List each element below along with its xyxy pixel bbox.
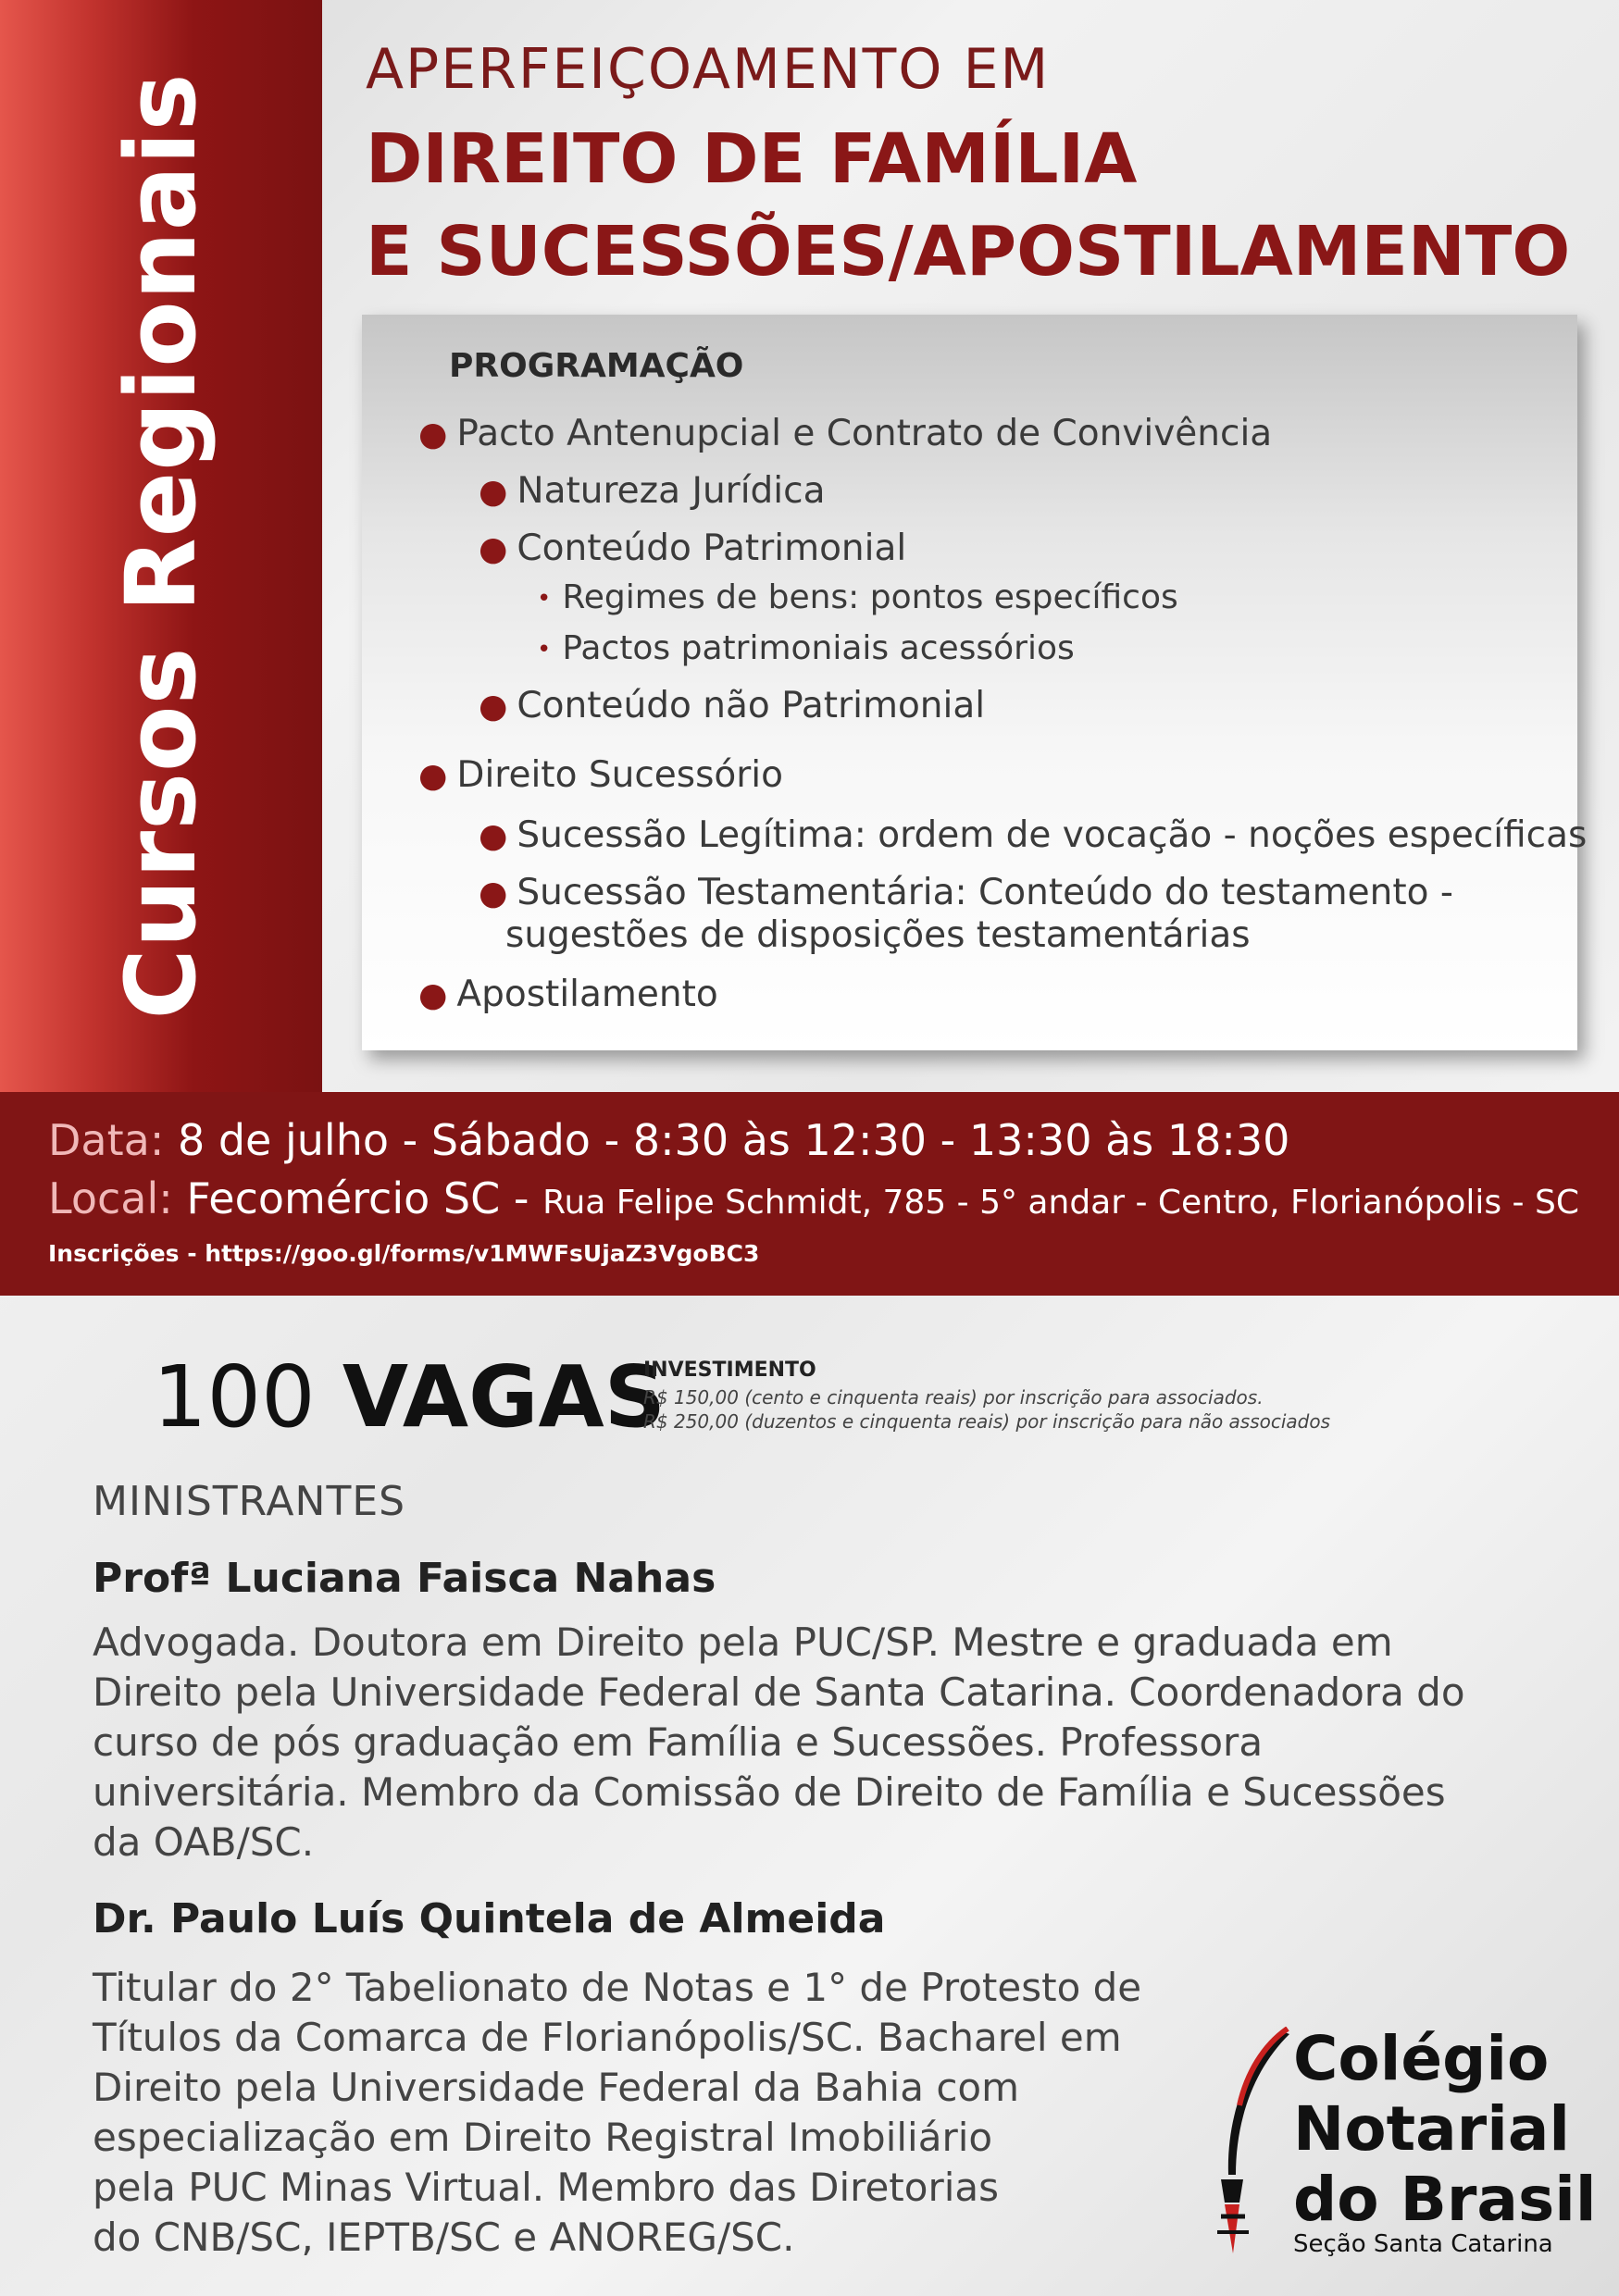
registration-link[interactable]: Inscrições - https://goo.gl/forms/v1MWFsUjaZ3VgoBC3 bbox=[48, 1240, 760, 1267]
bullet-icon: ● bbox=[418, 757, 448, 795]
investimento-line: R$ 250,00 (duzentos e cinquenta reais) por inscrição para não associados bbox=[643, 1410, 1331, 1433]
bullet-icon: ● bbox=[418, 416, 448, 453]
side-title: Cursos Regionais bbox=[105, 72, 218, 1020]
program-item: ● Conteúdo Patrimonial bbox=[479, 527, 907, 569]
program-item-continuation: sugestões de disposições testamentárias bbox=[505, 914, 1251, 956]
program-item: ● Sucessão Legítima: ordem de vocação - noções específicas bbox=[479, 814, 1588, 856]
quill-pen-icon bbox=[1208, 2027, 1291, 2267]
speaker-name: Profª Luciana Faisca Nahas bbox=[93, 1555, 716, 1602]
bullet-icon: • bbox=[537, 585, 552, 613]
program-item: ● Apostilamento bbox=[418, 974, 718, 1015]
bullet-icon: ● bbox=[479, 473, 508, 511]
speaker-name: Dr. Paulo Luís Quintela de Almeida bbox=[93, 1895, 886, 1942]
bullet-icon: ● bbox=[479, 530, 508, 568]
speaker-bio: Titular do 2° Tabelionato de Notas e 1° de Protesto de Títulos da Comarca de Florianópolis/SC. Bacharel em Direito pela Universidade Federal da Bahia com especialização em Direito Registral Imobiliário pela PUC Minas Virtual. Membro das Diretorias do CNB/SC, IEPTB/SC e ANOREG/SC. bbox=[93, 1965, 1142, 2260]
logo-subtitle: Seção Santa Catarina bbox=[1293, 2230, 1553, 2258]
program-item: ● Conteúdo não Patrimonial bbox=[479, 685, 986, 726]
bullet-icon: ● bbox=[418, 976, 448, 1014]
event-date: Data: 8 de julho - Sábado - 8:30 às 12:30 - 13:30 às 18:30 bbox=[48, 1115, 1290, 1165]
investimento-line: R$ 150,00 (cento e cinquenta reais) por inscrição para associados. bbox=[643, 1386, 1264, 1409]
program-item: • Pactos patrimoniais acessórios bbox=[537, 629, 1075, 667]
course-title-line1: DIREITO DE FAMÍLIA bbox=[366, 119, 1138, 199]
vagas-count: 100 VAGAS bbox=[153, 1347, 666, 1446]
event-location: Local: Fecomércio SC - Rua Felipe Schmidt, 785 - 5° andar - Centro, Florianópolis - SC bbox=[48, 1173, 1579, 1223]
logo-text: Colégio Notarial do Brasil bbox=[1293, 2023, 1597, 2235]
investimento bbox=[643, 1359, 1330, 1433]
event-address: Rua Felipe Schmidt, 785 - 5° andar - Centro, Florianópolis - SC bbox=[542, 1184, 1579, 1222]
course-title-line2: E SUCESSÕES/APOSTILAMENTO bbox=[366, 212, 1571, 292]
program-item: ● Sucessão Testamentária: Conteúdo do testamento - bbox=[479, 872, 1453, 913]
speaker-bio: Advogada. Doutora em Direito pela PUC/SP. Mestre e graduada em Direito pela Universidade Federal de Santa Catarina. Coordenadora do curso de pós graduação em Família e Sucessões. Professora universitária. Membro da Comissão de Direito de Família e Sucessões da OAB/SC. bbox=[93, 1620, 1465, 1865]
bullet-icon: ● bbox=[479, 875, 508, 912]
program-item: ● Pacto Antenupcial e Contrato de Convivência bbox=[418, 413, 1273, 454]
course-title bbox=[366, 113, 1570, 298]
side-band bbox=[0, 0, 322, 1092]
ministrantes-heading: MINISTRANTES bbox=[93, 1478, 406, 1525]
program-item: ● Direito Sucessório bbox=[418, 754, 783, 796]
program-heading: PROGRAMAÇÃO bbox=[449, 347, 744, 385]
course-subtitle: APERFEIÇOAMENTO EM bbox=[366, 37, 1051, 102]
bullet-icon: ● bbox=[479, 688, 508, 726]
program-item: ● Natureza Jurídica bbox=[479, 470, 826, 512]
program-item: • Regimes de bens: pontos específicos bbox=[537, 578, 1178, 616]
bullet-icon: ● bbox=[479, 817, 508, 855]
investimento-title: INVESTIMENTO bbox=[643, 1359, 816, 1382]
bullet-icon: • bbox=[537, 636, 552, 664]
